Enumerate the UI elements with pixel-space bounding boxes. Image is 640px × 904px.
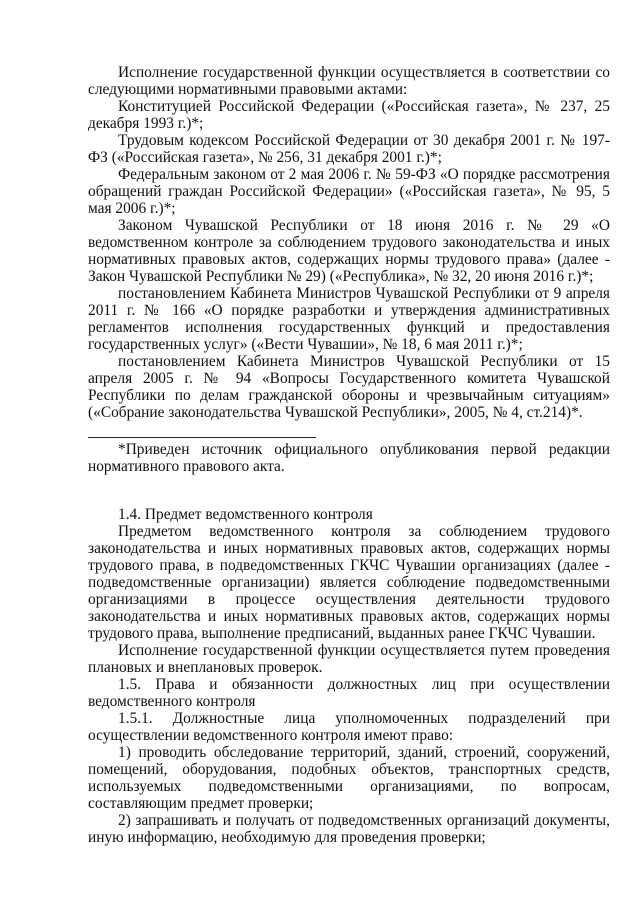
control-subject-section	[88, 506, 610, 846]
footnote: *Приведен источник официального опубликования первой редакции нормативного правового акта.	[88, 441, 610, 475]
list-item: 2) запрашивать и получать от подведомственных организаций документы, иную информацию, необходимую для проведения проверки;	[88, 812, 610, 846]
document-page	[88, 64, 610, 846]
paragraph: Предметом ведомственного контроля за соблюдением трудового законодательства и иных нормативных правовых актов, содержащих нормы трудового права, в подведомственных ГКЧС Чувашии организациях (далее - подведомственные организации) является соблюдение подведомственными организациями в процессе осуществления деятельности трудового законодательства и иных нормативных правовых актов, содержащих нормы трудового права, выполнение предписаний, выданных ранее ГКЧС Чувашии.	[88, 523, 610, 642]
paragraph: Исполнение государственной функции осуществляется в соответствии со следующими нормативными правовыми актами:	[88, 64, 610, 98]
spacer	[88, 475, 610, 506]
list-item: 1) проводить обследование территорий, зданий, строений, сооружений, помещений, оборудования, подобных объектов, транспортных средств, используемых подведомственными организациями, по вопросам, составляющим предмет проверки;	[88, 744, 610, 812]
paragraph: постановлением Кабинета Министров Чувашской Республики от 15 апреля 2005 г. № 94 «Вопросы Государственного комитета Чувашской Республики по делам гражданской обороны и чрезвычайным ситуациям» («Собрание законодательства Чувашской Республики», 2005, № 4, ст.214)*.	[88, 353, 610, 421]
paragraph: постановлением Кабинета Министров Чувашской Республики от 9 апреля 2011 г. № 166 «О порядке разработки и утверждения административных регламентов исполнения государственных функций и предоставления государственных услуг» («Вести Чувашии», № 18, 6 мая 2011 г.)*;	[88, 285, 610, 353]
paragraph: 1.5.1. Должностные лица уполномоченных подразделений при осуществлении ведомственного контроля имеют право:	[88, 710, 610, 744]
paragraph: Федеральным законом от 2 мая 2006 г. № 59-ФЗ «О порядке рассмотрения обращений граждан Российской Федерации» («Российская газета», № 95, 5 мая 2006 г.)*;	[88, 166, 610, 217]
legal-basis-section	[88, 64, 610, 421]
paragraph: Трудовым кодексом Российской Федерации от 30 декабря 2001 г. № 197-ФЗ («Российская газета», № 256, 31 декабря 2001 г.)*;	[88, 132, 610, 166]
paragraph: Конституцией Российской Федерации («Российская газета», № 237, 25 декабря 1993 г.)*;	[88, 98, 610, 132]
section-heading: 1.5. Права и обязанности должностных лиц при осуществлении ведомственного контроля	[88, 676, 610, 710]
paragraph: Исполнение государственной функции осуществляется путем проведения плановых и внеплановых проверок.	[88, 642, 610, 676]
section-heading: 1.4. Предмет ведомственного контроля	[118, 506, 373, 523]
footnote-separator	[88, 437, 316, 438]
paragraph: Законом Чувашской Республики от 18 июня 2016 г. № 29 «О ведомственном контроле за соблюдением трудового законодательства и иных нормативных правовых актов, содержащих нормы трудового права» (далее - Закон Чувашской Республики № 29) («Республика», № 32, 20 июня 2016 г.)*;	[88, 217, 610, 285]
